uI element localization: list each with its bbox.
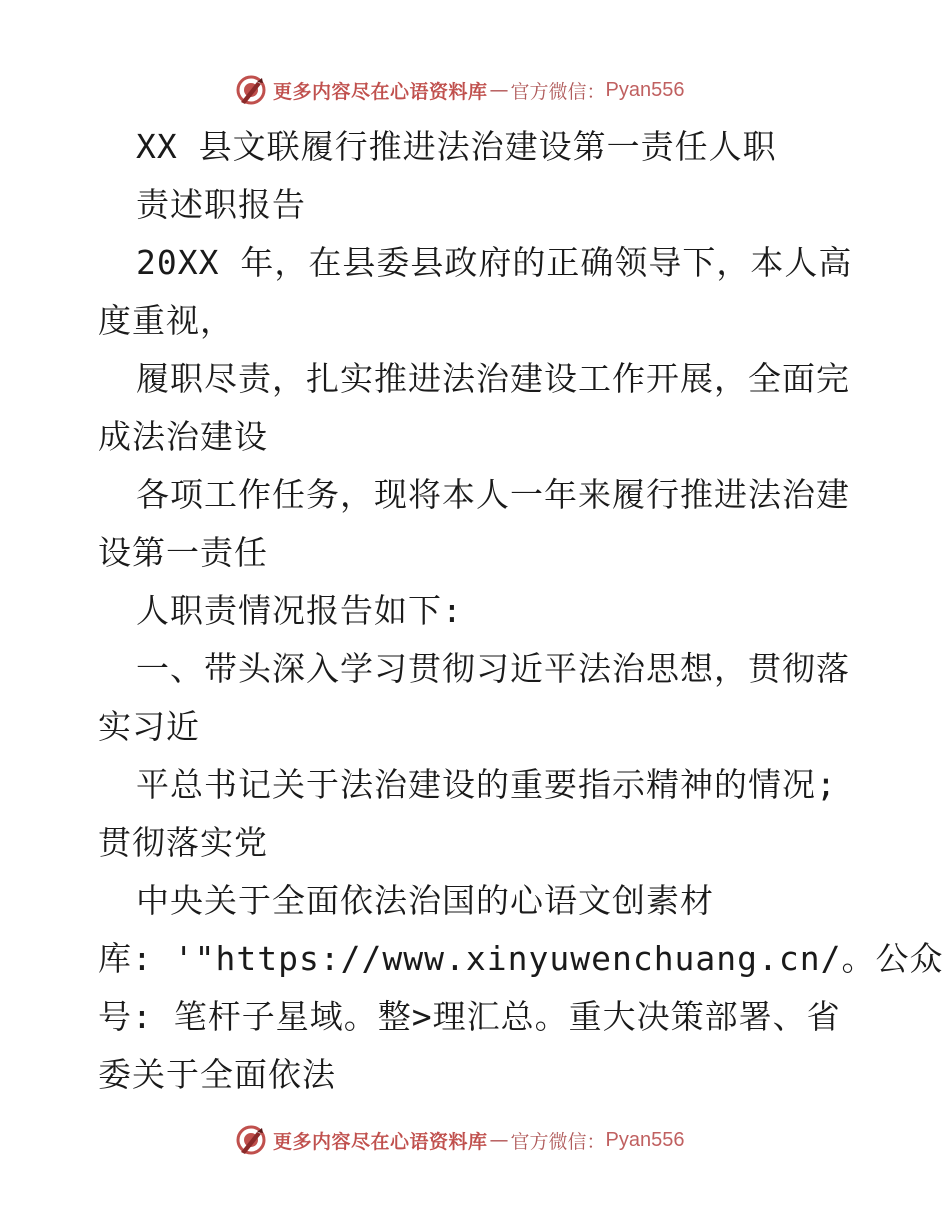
watermark-wechat-label: 官方微信： — [510, 1130, 606, 1153]
paragraph-line: 成法治建设 — [98, 417, 268, 456]
title-line-2: 责述职报告 — [136, 185, 306, 224]
watermark-text: 更多内容尽在心语资料库 — [273, 80, 488, 103]
paragraph-line: 号: 笔杆子星域。整>理汇总。重大决策部署、省 — [98, 997, 841, 1036]
watermark-wechat-id: Pyan556 — [605, 78, 685, 101]
paragraph-line: 度重视， — [98, 301, 234, 340]
pen-logo-icon — [235, 1124, 267, 1156]
paragraph-line: 实习近 — [98, 707, 200, 746]
watermark-dash: — — [489, 1129, 509, 1151]
watermark-dash: — — [489, 79, 509, 101]
paragraph-line: 平总书记关于法治建设的重要指示精神的情况; — [136, 765, 837, 804]
paragraph-line: 20XX 年，在县委县政府的正确领导下，本人高 — [136, 243, 853, 282]
footer-watermark — [235, 1122, 685, 1158]
paragraph-line: 中央关于全面依法治国的心语文创素材 — [136, 881, 714, 920]
section-heading-line: 一、带头深入学习贯彻习近平法治思想，贯彻落 — [136, 649, 850, 688]
paragraph-line: 履职尽责，扎实推进法治建设工作开展，全面完 — [136, 359, 850, 398]
pen-logo-icon — [235, 74, 267, 106]
watermark-wechat-id: Pyan556 — [605, 1128, 685, 1151]
paragraph-line: 库: '"https://www.xinyuwenchuang.cn/。公众 — [98, 939, 944, 978]
title-line-1: XX 县文联履行推进法治建设第一责任人职 — [136, 127, 777, 166]
paragraph-line: 各项工作任务，现将本人一年来履行推进法治建 — [136, 475, 850, 514]
paragraph-line: 设第一责任 — [98, 533, 268, 572]
paragraph-line: 贯彻落实党 — [98, 823, 268, 862]
header-watermark — [235, 72, 685, 108]
paragraph-line: 人职责情况报告如下: — [136, 591, 463, 630]
document-body — [98, 118, 944, 1104]
watermark-wechat-label: 官方微信： — [510, 80, 606, 103]
watermark-text: 更多内容尽在心语资料库 — [273, 1130, 488, 1153]
paragraph-line: 委关于全面依法 — [98, 1055, 336, 1094]
